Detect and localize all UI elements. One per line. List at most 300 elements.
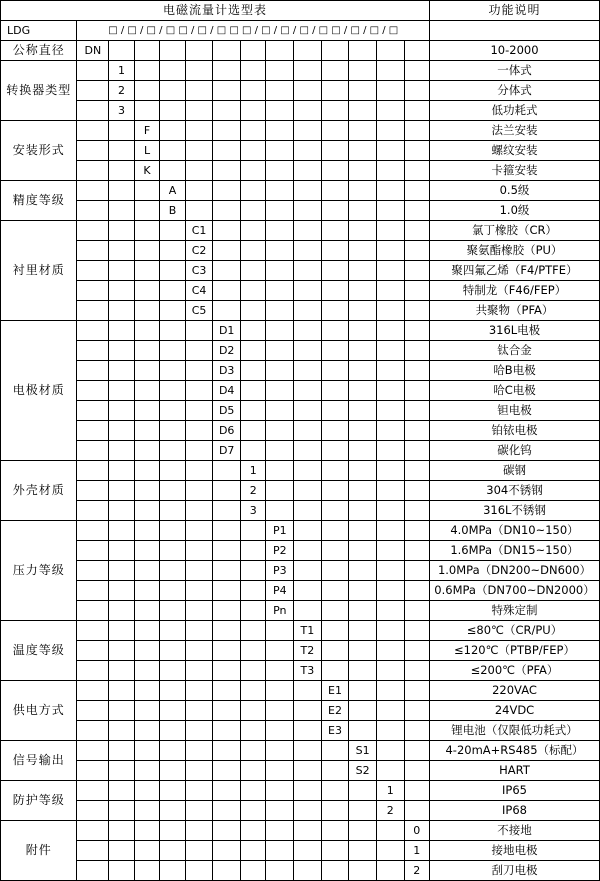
spacer-cell [160,141,185,161]
spacer-cell [349,81,377,101]
table-row [1,721,600,741]
table-row [1,861,600,881]
spacer-cell [321,841,349,861]
option-code: 3 [109,101,134,121]
spacer-cell [321,501,349,521]
option-code: D3 [213,361,241,381]
option-code: T2 [294,641,322,661]
option-description: 不接地 [430,821,600,841]
option-code: C2 [185,241,213,261]
spacer-cell [404,281,430,301]
spacer-cell [404,241,430,261]
option-description: 316L电极 [430,321,600,341]
spacer-cell [160,81,185,101]
spacer-cell [160,781,185,801]
table-row [1,41,600,61]
spacer-cell [349,521,377,541]
spacer-cell [376,261,404,281]
option-description: 法兰安装 [430,121,600,141]
option-description: 碳化钨 [430,441,600,461]
spacer-cell [213,541,241,561]
spacer-cell [404,501,430,521]
spacer-cell [134,381,159,401]
spacer-cell [77,681,109,701]
spacer-cell [134,761,159,781]
spacer-cell [134,501,159,521]
spacer-cell [185,101,213,121]
spacer-cell [185,121,213,141]
spacer-cell [240,161,265,181]
table-row [1,581,600,601]
spacer-cell [321,521,349,541]
spacer-cell [376,61,404,81]
option-code: 2 [404,861,430,881]
table-row [1,161,600,181]
option-code: D7 [213,441,241,461]
spacer-cell [294,501,322,521]
category-label: 安装形式 [1,121,77,181]
spacer-cell [294,721,322,741]
spacer-cell [109,401,134,421]
spacer-cell [376,481,404,501]
spacer-cell [77,741,109,761]
option-description: 4-20mA+RS485（标配） [430,741,600,761]
spacer-cell [294,461,322,481]
spacer-cell [349,281,377,301]
spacer-cell [404,621,430,641]
spacer-cell [349,401,377,421]
category-label: 转换器类型 [1,61,77,121]
spacer-cell [185,821,213,841]
table-row [1,181,600,201]
spacer-cell [266,761,294,781]
table-row [1,421,600,441]
spacer-cell [77,481,109,501]
spacer-cell [213,81,241,101]
spacer-cell [185,421,213,441]
option-description: 分体式 [430,81,600,101]
spacer-cell [77,261,109,281]
spacer-cell [294,101,322,121]
spacer-cell [266,781,294,801]
spacer-cell [185,201,213,221]
spacer-cell [240,341,265,361]
option-code: D1 [213,321,241,341]
spacer-cell [404,601,430,621]
spacer-cell [349,221,377,241]
spacer-cell [349,201,377,221]
option-description: 316L不锈钢 [430,501,600,521]
spacer-cell [213,41,241,61]
spacer-cell [160,121,185,141]
spacer-cell [185,581,213,601]
spacer-cell [160,41,185,61]
spacer-cell [404,121,430,141]
spacer-cell [185,641,213,661]
option-description: 220VAC [430,681,600,701]
spacer-cell [185,481,213,501]
spacer-cell [266,501,294,521]
spacer-cell [109,441,134,461]
spacer-cell [134,721,159,741]
spacer-cell [240,321,265,341]
spacer-cell [294,761,322,781]
spacer-cell [185,701,213,721]
spacer-cell [160,161,185,181]
option-code: A [160,181,185,201]
spacer-cell [294,61,322,81]
spacer-cell [134,341,159,361]
spacer-cell [321,621,349,641]
spacer-cell [349,161,377,181]
spacer-cell [213,481,241,501]
spacer-cell [266,421,294,441]
spacer-cell [266,681,294,701]
spacer-cell [185,521,213,541]
spacer-cell [294,141,322,161]
spacer-cell [266,321,294,341]
option-description: HART [430,761,600,781]
table-row [1,701,600,721]
spacer-cell [321,801,349,821]
spacer-cell [404,441,430,461]
spacer-cell [321,461,349,481]
spacer-cell [77,801,109,821]
spacer-cell [240,401,265,421]
spacer-cell [109,141,134,161]
spacer-cell [349,701,377,721]
spacer-cell [77,841,109,861]
spacer-cell [349,541,377,561]
spacer-cell [321,441,349,461]
spacer-cell [77,61,109,81]
option-description: 氯丁橡胶（CR） [430,221,600,241]
spacer-cell [109,121,134,141]
option-code: 3 [240,501,265,521]
table-row [1,801,600,821]
option-description: 钽电极 [430,401,600,421]
option-description: 共聚物（PFA） [430,301,600,321]
spacer-cell [160,421,185,441]
spacer-cell [294,281,322,301]
spacer-cell [160,541,185,561]
spacer-cell [77,361,109,381]
spacer-cell [134,781,159,801]
spacer-cell [109,681,134,701]
option-code: P4 [266,581,294,601]
spacer-cell [404,81,430,101]
spacer-cell [134,841,159,861]
spacer-cell [109,561,134,581]
table-row [1,441,600,461]
spacer-cell [404,161,430,181]
spacer-cell [349,781,377,801]
spacer-cell [134,61,159,81]
spacer-cell [77,341,109,361]
spacer-cell [134,421,159,441]
spacer-cell [160,841,185,861]
spacer-cell [240,421,265,441]
spacer-cell [213,181,241,201]
spacer-cell [185,501,213,521]
spacer-cell [349,321,377,341]
spacer-cell [404,541,430,561]
spacer-cell [213,61,241,81]
spacer-cell [213,601,241,621]
spacer-cell [160,801,185,821]
spacer-cell [376,561,404,581]
spacer-cell [294,521,322,541]
spacer-cell [404,741,430,761]
spacer-cell [160,481,185,501]
spacer-cell [294,781,322,801]
spacer-cell [160,741,185,761]
table-row [1,521,600,541]
spacer-cell [134,181,159,201]
spacer-cell [109,301,134,321]
spacer-cell [266,181,294,201]
table-row [1,761,600,781]
option-description: 铂铱电极 [430,421,600,441]
page-title: 电磁流量计选型表 [1,1,430,21]
spacer-cell [240,641,265,661]
spacer-cell [321,561,349,581]
spacer-cell [294,821,322,841]
spacer-cell [321,641,349,661]
spacer-cell [294,421,322,441]
spacer-cell [134,321,159,341]
spacer-cell [349,641,377,661]
spacer-cell [109,281,134,301]
spacer-cell [404,481,430,501]
spacer-cell [109,761,134,781]
spacer-cell [294,841,322,861]
option-description: IP65 [430,781,600,801]
spacer-cell [134,561,159,581]
option-code: T1 [294,621,322,641]
spacer-cell [160,621,185,641]
spacer-cell [240,621,265,641]
category-label: 外壳材质 [1,461,77,521]
spacer-cell [376,381,404,401]
spacer-cell [321,81,349,101]
category-label: 电极材质 [1,321,77,461]
spacer-cell [213,861,241,881]
table-row [1,261,600,281]
option-code: 2 [240,481,265,501]
spacer-cell [160,381,185,401]
spacer-cell [404,641,430,661]
option-description: 10-2000 [430,41,600,61]
option-description: ≤80℃（CR/PU） [430,621,600,641]
spacer-cell [77,181,109,201]
spacer-cell [160,401,185,421]
spacer-cell [160,581,185,601]
spacer-cell [321,121,349,141]
spacer-cell [266,481,294,501]
category-label: 信号输出 [1,741,77,781]
spacer-cell [134,481,159,501]
spacer-cell [294,441,322,461]
spacer-cell [266,121,294,141]
spacer-cell [266,701,294,721]
spacer-cell [321,401,349,421]
spacer-cell [240,201,265,221]
option-description: 一体式 [430,61,600,81]
spacer-cell [294,341,322,361]
spacer-cell [134,681,159,701]
spacer-cell [321,341,349,361]
spacer-cell [213,101,241,121]
option-code: S1 [349,741,377,761]
option-code: 1 [240,461,265,481]
spacer-cell [321,241,349,261]
spacer-cell [349,41,377,61]
category-label: 温度等级 [1,621,77,681]
spacer-cell [109,621,134,641]
spacer-cell [134,361,159,381]
spacer-cell [213,581,241,601]
spacer-cell [240,181,265,201]
spacer-cell [294,81,322,101]
table-body [1,1,600,881]
spacer-cell [404,581,430,601]
spacer-cell [349,141,377,161]
spacer-cell [294,121,322,141]
spacer-cell [349,301,377,321]
spacer-cell [134,821,159,841]
spacer-cell [185,381,213,401]
table-row [1,61,600,81]
spacer-cell [134,541,159,561]
spacer-cell [77,141,109,161]
spacer-cell [404,701,430,721]
spacer-cell [109,421,134,441]
spacer-cell [185,761,213,781]
spacer-cell [134,241,159,261]
option-code: P2 [266,541,294,561]
table-row [1,681,600,701]
spacer-cell [349,61,377,81]
spacer-cell [321,101,349,121]
spacer-cell [109,521,134,541]
table-row [1,781,600,801]
option-code: Pn [266,601,294,621]
option-code: B [160,201,185,221]
option-description: 哈B电极 [430,361,600,381]
spacer-cell [376,241,404,261]
option-code: DN [77,41,109,61]
spacer-cell [240,821,265,841]
spacer-cell [109,361,134,381]
table-row [1,561,600,581]
spacer-cell [294,301,322,321]
spacer-cell [349,341,377,361]
spacer-cell [134,221,159,241]
spacer-cell [185,681,213,701]
spacer-cell [266,101,294,121]
spacer-cell [376,161,404,181]
spacer-cell [213,161,241,181]
option-description: 0.5级 [430,181,600,201]
spacer-cell [109,721,134,741]
spacer-cell [294,681,322,701]
spacer-cell [349,861,377,881]
spacer-cell [109,861,134,881]
spacer-cell [376,141,404,161]
table-row [1,481,600,501]
spacer-cell [266,441,294,461]
spacer-cell [240,521,265,541]
spacer-cell [240,661,265,681]
spacer-cell [77,601,109,621]
spacer-cell [160,461,185,481]
spacer-cell [266,721,294,741]
spacer-cell [376,181,404,201]
spacer-cell [109,41,134,61]
spacer-cell [213,841,241,861]
option-description: 聚四氟乙烯（F4/PTFE） [430,261,600,281]
spacer-cell [294,741,322,761]
spacer-cell [185,741,213,761]
spacer-cell [185,861,213,881]
spacer-cell [349,421,377,441]
spacer-cell [185,661,213,681]
spacer-cell [376,101,404,121]
spacer-cell [404,221,430,241]
spacer-cell [213,281,241,301]
spacer-cell [109,461,134,481]
table-row [1,841,600,861]
option-description: 卡箍安装 [430,161,600,181]
spacer-cell [160,521,185,541]
spacer-cell [349,441,377,461]
option-code: 2 [109,81,134,101]
option-description: 锂电池（仅限低功耗式） [430,721,600,741]
spacer-cell [109,341,134,361]
spacer-cell [77,161,109,181]
spacer-cell [240,741,265,761]
spacer-cell [349,581,377,601]
spacer-cell [266,161,294,181]
option-description: 螺纹安装 [430,141,600,161]
category-label: 防护等级 [1,781,77,821]
option-description: 哈C电极 [430,381,600,401]
table-row [1,821,600,841]
spacer-cell [185,801,213,821]
model-code-boxes: □ / □ / □ / □ □ / □ / □ □ □ / □ / □ / □ / □ □ / □ / □ / □ [77,21,430,41]
spacer-cell [185,141,213,161]
spacer-cell [240,141,265,161]
header-row [1,1,600,21]
spacer-cell [266,341,294,361]
spacer-cell [376,641,404,661]
spacer-cell [185,621,213,641]
spacer-cell [349,661,377,681]
spacer-cell [213,461,241,481]
spacer-cell [109,501,134,521]
spacer-cell [266,41,294,61]
spacer-cell [134,621,159,641]
spacer-cell [185,601,213,621]
spacer-cell [404,461,430,481]
spacer-cell [77,121,109,141]
spacer-cell [321,861,349,881]
spacer-cell [240,221,265,241]
option-code: F [134,121,159,141]
spacer-cell [321,361,349,381]
spacer-cell [240,681,265,701]
